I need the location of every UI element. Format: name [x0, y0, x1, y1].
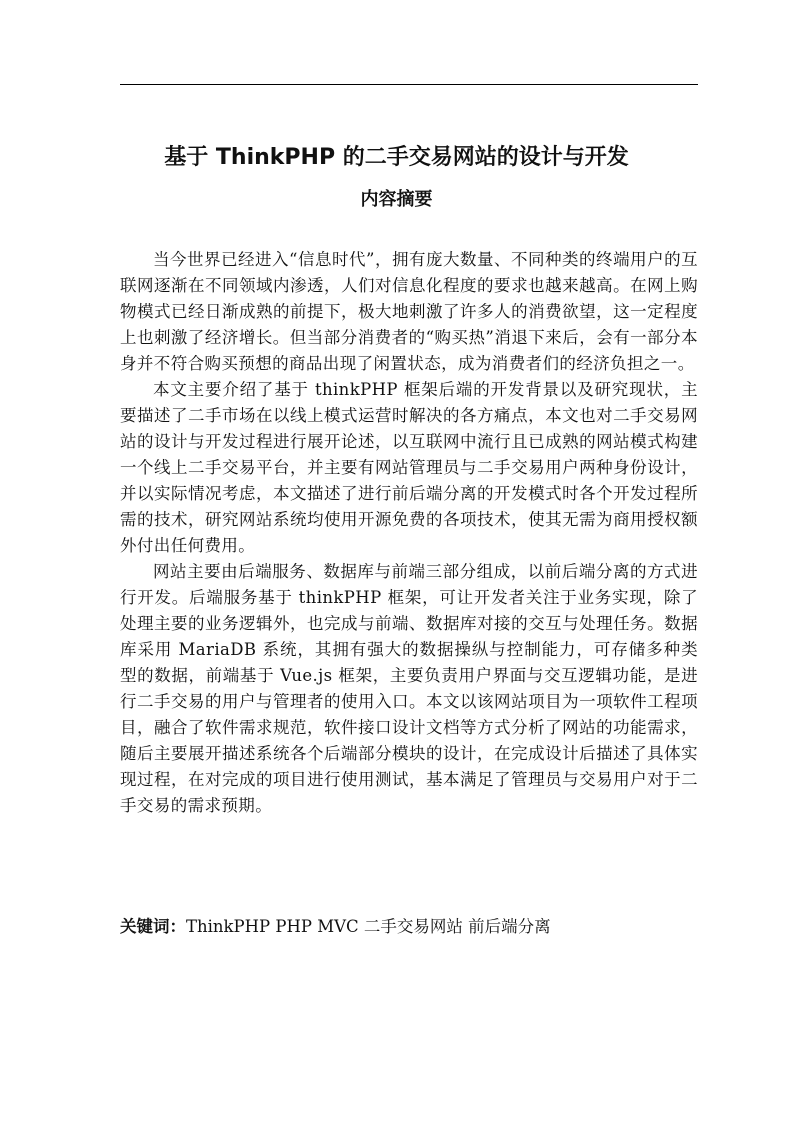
keywords-value: ThinkPHP PHP MVC 二手交易网站 前后端分离: [186, 917, 551, 936]
header-rule: [120, 84, 698, 85]
abstract-paragraph-1: 当今世界已经进入“信息时代”，拥有庞大数量、不同种类的终端用户的互联网逐渐在不同领域内渗透，人们对信息化程度的要求也越来越高。在网上购物模式已经日渐成熟的前提下，极大地刺激了许多人的消费欲望，这一定程度上也刺激了经济增长。但当部分消费者的“购买热”消退下来后，会有一部分本身并不符合购买预想的商品出现了闲置状态，成为消费者们的经济负担之一。: [120, 250, 698, 373]
keywords-line: [120, 914, 698, 940]
paper-title: 基于 ThinkPHP 的二手交易网站的设计与开发: [164, 145, 629, 170]
abstract-paragraph-2: 本文主要介绍了基于 thinkPHP 框架后端的开发背景以及研究现状，主要描述了二手市场在以线上模式运营时解决的各方痛点，本文也对二手交易网站的设计与开发过程进行展开论述，以互联网中流行且已成熟的网站模式构建一个线上二手交易平台，并主要有网站管理员与二手交易用户两种身份设计，并以实际情况考虑，本文描述了进行前后端分离的开发模式时各个开发过程所需的技术，研究网站系统均使用开源免费的各项技术，使其无需为商用授权额外付出任何费用。: [120, 380, 698, 555]
keywords-label: 关键词：: [120, 917, 186, 936]
abstract-paragraph-3: 网站主要由后端服务、数据库与前端三部分组成，以前后端分离的方式进行开发。后端服务基于 thinkPHP 框架，可让开发者关注于业务实现，除了处理主要的业务逻辑外，也完成与前端、数据库对接的交互与处理任务。数据库采用 MariaDB 系统，其拥有强大的数据操纵与控制能力，可存储多种类型的数据，前端基于 Vue.js 框架，主要负责用户界面与交互逻辑功能，是进行二手交易的用户与管理者的使用入口。本文以该网站项目为一项软件工程项目，融合了软件需求规范，软件接口设计文档等方式分析了网站的功能需求，随后主要展开描述系统各个后端部分模块的设计，在完成设计后描述了具体实现过程，在对完成的项目进行使用测试，基本满足了管理员与交易用户对于二手交易的需求预期。: [120, 562, 698, 815]
abstract-heading: 内容摘要: [360, 189, 433, 210]
abstract-body: [120, 247, 698, 819]
